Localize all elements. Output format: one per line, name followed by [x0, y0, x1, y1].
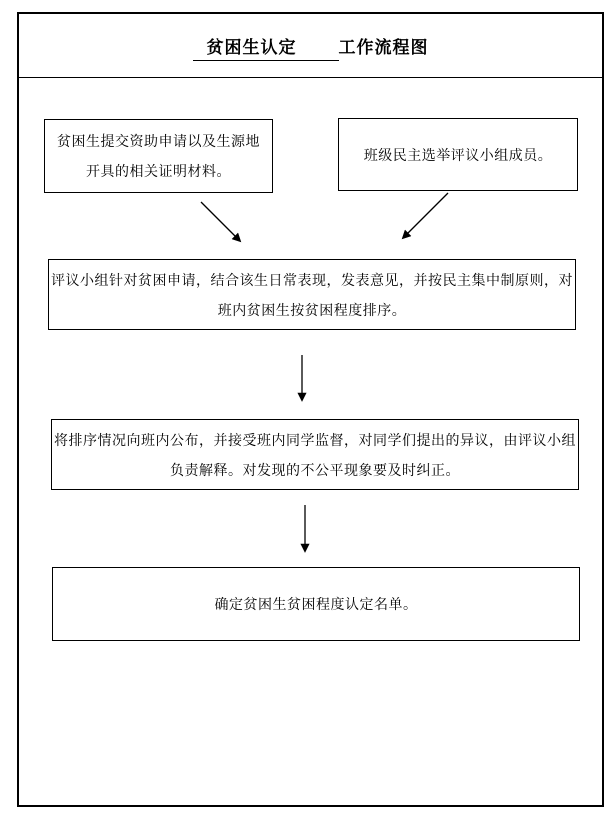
flow-box-committee-election [338, 118, 578, 191]
box-text-line: 评议小组针对贫困申请，结合该生日常表现，发表意见，并按民主集中制原则，对 [51, 271, 573, 288]
box-text-line: 确定贫困生贫困程度认定名单。 [214, 596, 418, 612]
flow-box-publicity-supervision [51, 419, 579, 490]
page-title [193, 33, 429, 58]
box-text-line: 班内贫困生按贫困程度排序。 [217, 301, 407, 318]
box-text-line: 贫困生提交资助申请以及生源地 [57, 133, 260, 149]
flow-box-review-ranking [48, 259, 576, 330]
title-underlined-text: 贫困生认定 [193, 38, 339, 61]
flow-box-student-apply [44, 119, 273, 193]
box-text-line: 将排序情况向班内公布，并接受班内同学监督，对同学们提出的异议，由评议小组 [54, 431, 576, 448]
box-text-line: 班级民主选举评议小组成员。 [363, 146, 553, 163]
box-text-line: 负责解释。对发现的不公平现象要及时纠正。 [170, 461, 460, 478]
flow-box-final-list [52, 567, 580, 641]
header [19, 14, 602, 78]
title-rest-text: 工作流程图 [338, 38, 429, 57]
box-text-line: 开具的相关证明材料。 [86, 163, 231, 179]
